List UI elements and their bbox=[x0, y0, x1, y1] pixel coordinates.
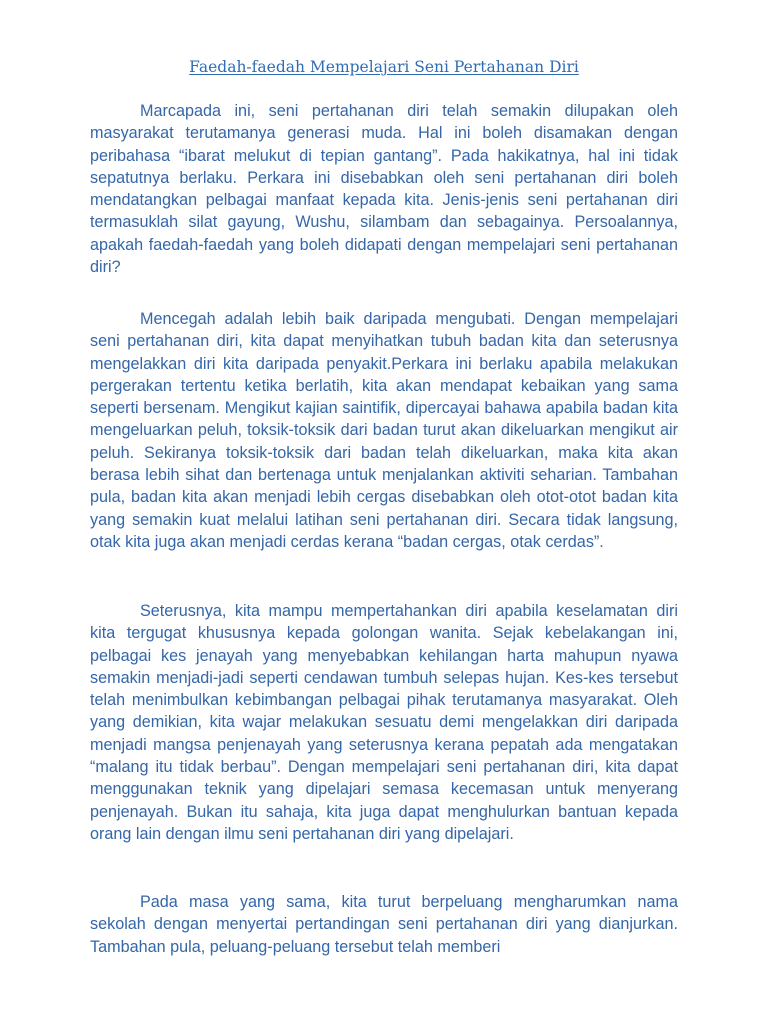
paragraph-introduction: Marcapada ini, seni pertahanan diri telah semakin dilupakan oleh masyarakat terutamanya generasi muda. Hal ini boleh disamakan dengan peribahasa “ibarat melukut di tepian gantang”. Pada hakikatnya, hal ini tidak sepatutnya berlaku. Perkara ini disebabkan oleh seni pertahanan diri boleh mendatangkan pelbagai manfaat kepada kita. Jenis-jenis seni pertahanan diri termasuklah silat gayung, Wushu, silambam dan sebagainya. Persoalannya, apakah faedah-faedah yang boleh didapati dengan mempelajari seni pertahanan diri? bbox=[90, 102, 678, 277]
document-title: Faedah-faedah Mempelajari Seni Pertahanan Diri bbox=[189, 58, 579, 76]
paragraph-self-defense: Seterusnya, kita mampu mempertahankan diri apabila keselamatan diri kita tergugat khususnya kepada golongan wanita. Sejak kebelakangan ini, pelbagai kes jenayah yang menyebabkan kehilangan harta mahupun nyawa semakin menjadi-jadi seperti cendawan tumbuh selepas hujan. Kes-kes tersebut telah menimbulkan kebimbangan pelbagai pihak terutamanya masyarakat. Oleh yang demikian, kita wajar melakukan sesuatu demi mengelakkan diri daripada menjadi mangsa penjenayah yang seterusnya kerana pepatah ada mengatakan “malang itu tidak berbau”. Dengan mempelajari seni pertahanan diri, kita dapat menggunakan teknik yang dipelajari semasa kecemasan untuk menyerang penjenayah. Bukan itu sahaja, kita juga dapat menghulurkan bantuan kepada orang lain dengan ilmu seni pertahanan diri yang dipelajari. bbox=[90, 602, 678, 843]
paragraph-health: Mencegah adalah lebih baik daripada mengubati. Dengan mempelajari seni pertahanan diri, kita dapat menyihatkan tubuh badan kita dan seterusnya mengelakkan diri kita daripada penyakit.Perkara ini berlaku apabila melakukan pergerakan tertentu ketika berlatih, kita akan mendapat kebaikan yang sama seperti bersenam. Mengikut kajian saintifik, dipercayai bahawa apabila badan kita mengeluarkan peluh, toksik-toksik dari badan turut akan dikeluarkan mengikut air peluh. Sekiranya toksik-toksik dari badan telah dikeluarkan, maka kita akan berasa lebih sihat dan bertenaga untuk menjalankan aktiviti seharian. Tambahan pula, badan kita akan menjadi lebih cergas disebabkan oleh otot-otot badan kita yang semakin kuat melalui latihan seni pertahanan diri. Secara tidak langsung, otak kita juga akan menjadi cerdas kerana “badan cergas, otak cerdas”. bbox=[90, 310, 678, 551]
paragraph-school-pride: Pada masa yang sama, kita turut berpeluang mengharumkan nama sekolah dengan menyertai pertandingan seni pertahanan diri yang dianjurkan. Tambahan pula, peluang-peluang tersebut telah memberi bbox=[90, 893, 678, 956]
